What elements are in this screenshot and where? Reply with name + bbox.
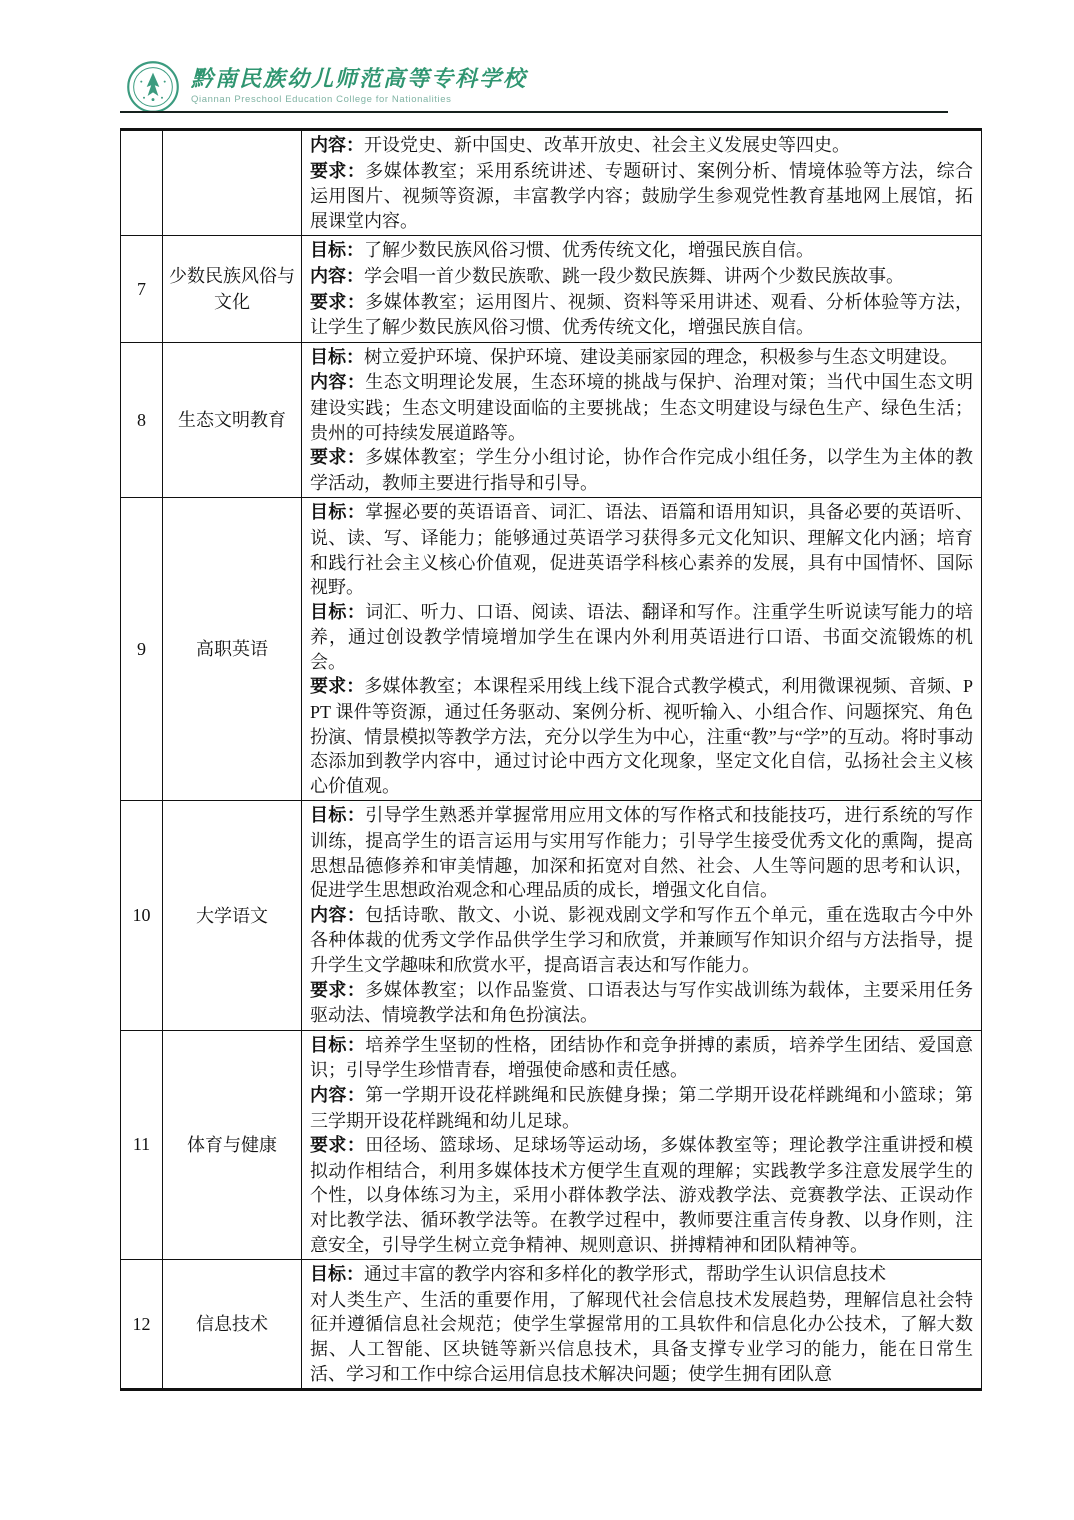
description-paragraph: 目标：掌握必要的英语语音、词汇、语法、语篇和语用知识，具备必要的英语听、说、读、写、译能力；能够通过英语学习获得多元文化知识、理解文化内涵；培育和践行社会主义核心价值观，促进英语学科核心素养的发展，具有中国情怀、国际视野。 — [310, 502, 974, 598]
description-paragraph: 要求：多媒体教室；学生分小组讨论，协作合作完成小组任务，以学生为主体的教学活动，教师主要进行指导和引导。 — [310, 447, 974, 493]
description-paragraph: 目标：通过丰富的教学内容和多样化的教学形式，帮助学生认识信息技术 — [310, 1264, 886, 1286]
row-number — [121, 130, 163, 236]
row-number: 12 — [121, 1260, 163, 1390]
course-description — [302, 801, 982, 1030]
course-description — [302, 1030, 982, 1259]
paragraph-label: 内容： — [310, 372, 366, 394]
row-number: 8 — [121, 342, 163, 498]
description-paragraph: 目标：树立爱护环境、保护环境、建设美丽家园的理念，积极参与生态文明建设。 — [310, 346, 958, 368]
course-description — [302, 130, 982, 236]
paragraph-label: 内容： — [310, 135, 364, 156]
paragraph-label: 要求： — [310, 1135, 366, 1157]
description-paragraph: 内容：生态文明理论发展，生态环境的挑战与保护、治理对策；当代中国生态文明建设实践；生态文明建设面临的主要挑战；生态文明建设与绿色生产、绿色生活；贵州的可持续发展道路等。 — [310, 372, 974, 443]
course-description — [302, 342, 982, 498]
school-logo-icon — [126, 60, 180, 114]
paragraph-label: 目标： — [310, 1264, 364, 1286]
description-paragraph: 目标：培养学生坚韧的性格，团结协作和竞争拼搏的素质，培养学生团结、爱国意识；引导学生珍惜青春，增强使命感和责任感。 — [310, 1034, 974, 1081]
paragraph-label: 内容： — [310, 904, 366, 926]
table-row — [121, 498, 982, 801]
course-description — [302, 498, 982, 801]
paragraph-label: 目标： — [310, 502, 366, 524]
paragraph-label: 要求： — [310, 291, 366, 313]
school-header — [126, 60, 527, 114]
paragraph-label: 内容： — [310, 1084, 366, 1106]
course-description — [302, 1260, 982, 1390]
row-number: 9 — [121, 498, 163, 801]
table-row — [121, 130, 982, 236]
paragraph-label: 内容： — [310, 265, 364, 287]
row-number: 7 — [121, 236, 163, 342]
description-paragraph: 内容：开设党史、新中国史、改革开放史、社会主义发展史等四史。 — [310, 135, 850, 156]
description-paragraph: 目标：词汇、听力、口语、阅读、语法、翻译和写作。注重学生听说读写能力的培养，通过创设教学情境增加学生在课内外利用英语进行口语、书面交流锻炼的机会。 — [310, 601, 974, 672]
description-paragraph: 要求：多媒体教室；本课程采用线上线下混合式教学模式，利用微课视频、音频、PPT 课件等资源，通过任务驱动、案例分析、视听输入、小组合作、问题探究、角色扮演、情景模拟等教学方法，充分以学生为中心，注重“教”与“学”的互动。将时事动态添加到教学内容中，通过讨论中西方文化现象，坚定文化自信，弘扬社会主义核心价值观。 — [310, 676, 973, 796]
course-name: 体育与健康 — [163, 1030, 302, 1259]
description-paragraph: 要求：多媒体教室；采用系统讲述、专题研讨、案例分析、情境体验等方法，综合运用图片、视频等资源，丰富教学内容；鼓励学生参观党性教育基地网上展馆，拓展课堂内容。 — [310, 160, 974, 231]
row-number: 11 — [121, 1030, 163, 1259]
course-name: 大学语文 — [163, 801, 302, 1030]
paragraph-label: 要求： — [310, 676, 365, 698]
course-name: 生态文明教育 — [163, 342, 302, 498]
description-paragraph: 目标：了解少数民族风俗习惯、优秀传统文化，增强民族自信。 — [310, 240, 814, 262]
paragraph-label: 要求： — [310, 447, 366, 469]
description-paragraph: 要求：多媒体教室；以作品鉴赏、口语表达与写作实战训练为载体，主要采用任务驱动法、情境教学法和角色扮演法。 — [310, 979, 974, 1026]
course-name: 信息技术 — [163, 1260, 302, 1390]
description-paragraph: 内容：第一学期开设花样跳绳和民族健身操；第二学期开设花样跳绳和小篮球；第三学期开设花样跳绳和幼儿足球。 — [310, 1084, 974, 1131]
table-row — [121, 236, 982, 342]
course-name: 高职英语 — [163, 498, 302, 801]
table-row — [121, 1030, 982, 1259]
table-row — [121, 342, 982, 498]
paragraph-label: 目标： — [310, 240, 364, 262]
row-number: 10 — [121, 801, 163, 1030]
description-paragraph: 要求：多媒体教室；运用图片、视频、资料等采用讲述、观看、分析体验等方法，让学生了解少数民族风俗习惯、优秀传统文化，增强民族自信。 — [310, 291, 974, 338]
description-paragraph: 目标：引导学生熟悉并掌握常用应用文体的写作格式和技能技巧，进行系统的写作训练，提高学生的语言运用与实用写作能力；引导学生接受优秀文化的熏陶，提高思想品德修养和审美情趣，加深和拓宽对自然、社会、人生等问题的思考和认识，促进学生思想政治观念和心理品质的成长，增强文化自信。 — [310, 805, 974, 901]
course-table — [120, 128, 982, 1391]
course-description — [302, 236, 982, 342]
course-table-body — [121, 130, 982, 1390]
table-row — [121, 1260, 982, 1390]
paragraph-label: 要求： — [310, 160, 366, 182]
paragraph-label: 目标： — [310, 601, 366, 623]
school-name-chinese: 黔南民族幼儿师范高等专科学校 — [191, 67, 528, 93]
course-name — [163, 130, 302, 236]
school-logo-text — [191, 68, 527, 106]
paragraph-label: 目标： — [310, 346, 364, 368]
header-divider — [120, 111, 948, 113]
paragraph-label: 要求： — [310, 979, 366, 1001]
table-row — [121, 801, 982, 1030]
description-paragraph: 内容：包括诗歌、散文、小说、影视戏剧文学和写作五个单元，重在选取古今中外各种体裁的优秀文学作品供学生学习和欣赏，并兼顾写作知识介绍与方法指导，提升学生文学趣味和欣赏水平，提高语言表达和写作能力。 — [310, 904, 974, 975]
description-paragraph: 要求：田径场、篮球场、足球场等运动场，多媒体教室等；理论教学注重讲授和模拟动作相结合，利用多媒体技术方便学生直观的理解；实践教学多注意发展学生的个性，以身体练习为主，采用小群体教学法、游戏教学法、竞赛教学法、正误动作对比教学法、循环教学法等。在教学过程中，教师要注重言传身教、以身作则，注意安全，引导学生树立竞争精神、规则意识、拼搏精神和团队精神等。 — [310, 1135, 974, 1255]
description-paragraph: 内容：学会唱一首少数民族歌、跳一段少数民族舞、讲两个少数民族故事。 — [310, 265, 904, 287]
paragraph-label: 目标： — [310, 1034, 366, 1056]
description-paragraph: 对人类生产、生活的重要作用，了解现代社会信息技术发展趋势，理解信息社会特征并遵循信息社会规范；使学生掌握常用的工具软件和信息化办公技术，了解大数据、人工智能、区块链等新兴信息技术，具备支撑专业学习的能力，能在日常生活、学习和工作中综合运用信息技术解决问题；使学生拥有团队意 — [310, 1289, 973, 1384]
paragraph-label: 目标： — [310, 805, 366, 827]
school-name-english: Qiannan Preschool Education College for Nationalities — [191, 94, 452, 106]
course-name: 少数民族风俗与文化 — [163, 236, 302, 342]
